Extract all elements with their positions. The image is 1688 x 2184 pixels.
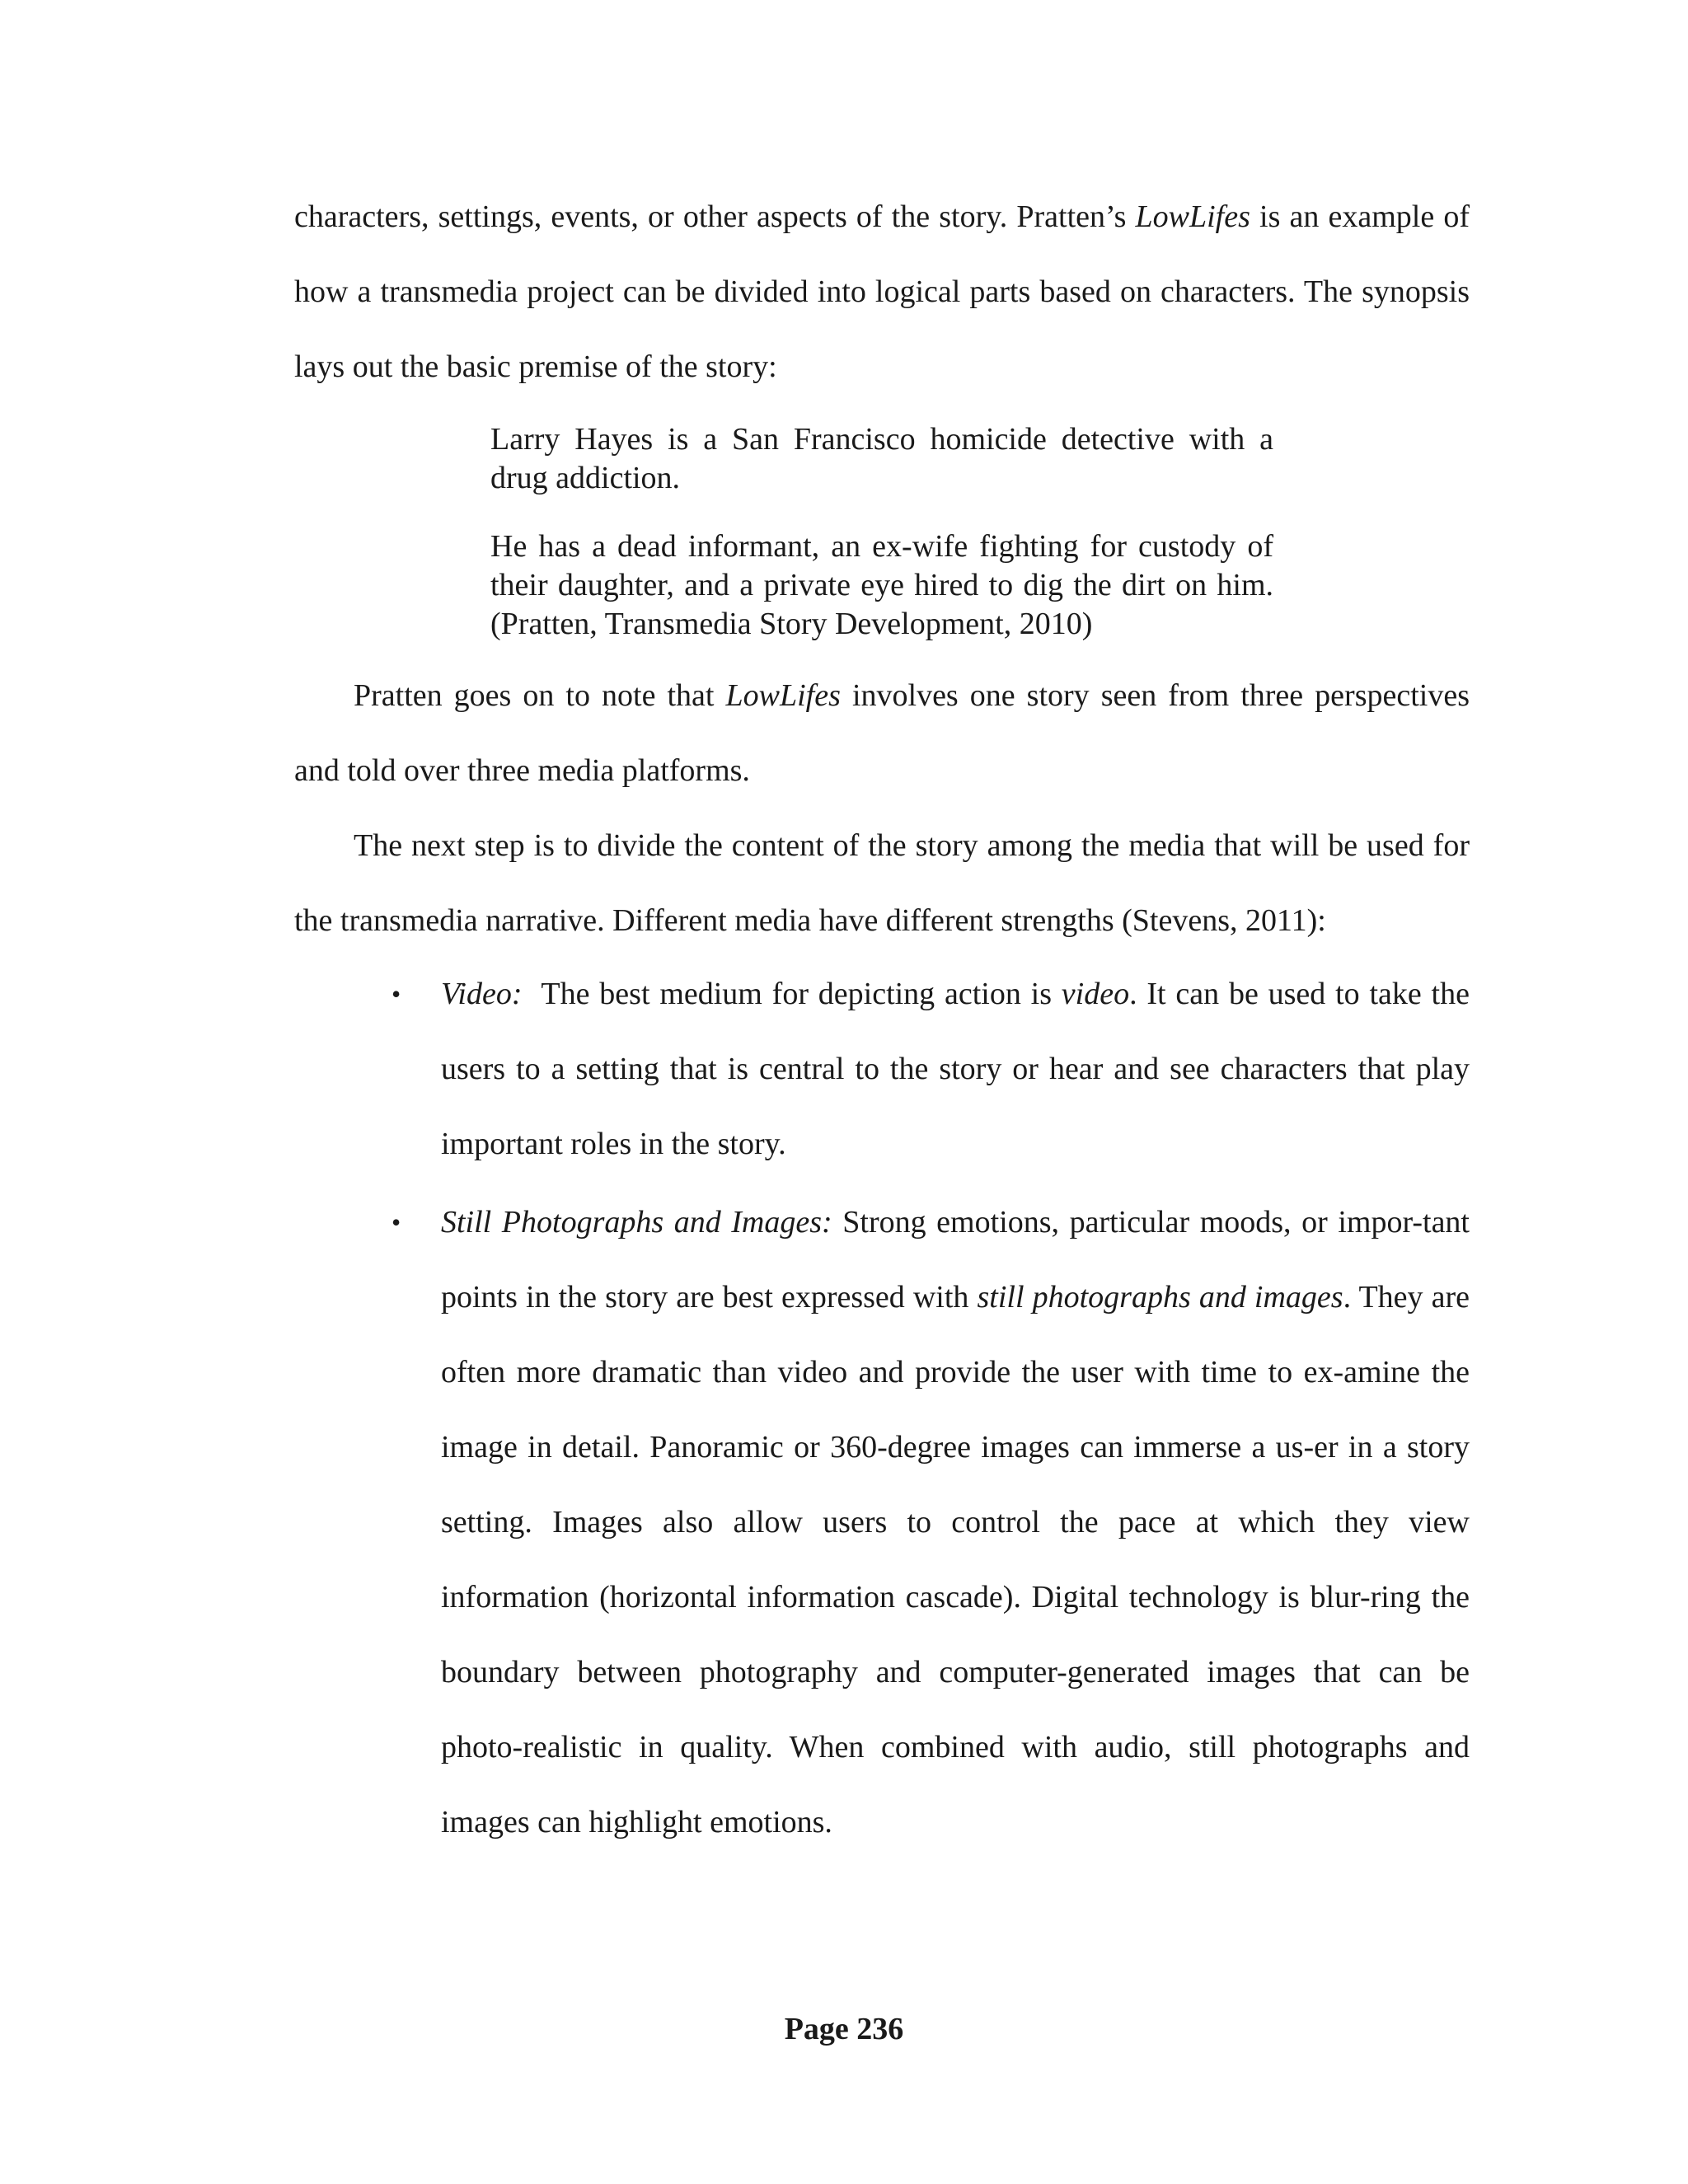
paragraph-text: involves one story seen from three perspectives and told over three media platforms.: [294, 678, 1470, 788]
paragraph-text: is an example of how a transmedia project can be divided into logical parts based on characters. The synopsis lays out the basic premise of the story:: [294, 199, 1470, 384]
body-paragraph: [294, 658, 1470, 808]
list-item-emphasis: still photographs and images: [977, 1280, 1343, 1315]
list-item: [294, 957, 1470, 1182]
body-paragraph: The next step is to divide the content of the story among the media that will be used for the transmedia narrative. Different media have different strengths (Stevens, 2011):: [294, 828, 1470, 938]
quote-paragraph: Larry Hayes is a San Francisco homicide detective with a drug addiction.: [490, 422, 1273, 495]
paragraph-text: characters, settings, events, or other aspects of the story. Pratten’s: [294, 199, 1136, 234]
list-item: [294, 1185, 1470, 1860]
list-item-text: Strong emotions, particular moods, or impor-tant points in the story are best expressed with: [441, 1205, 1470, 1315]
list-item-text: The best medium for depicting action is: [522, 977, 1062, 1011]
bullet-icon: [392, 1185, 401, 1260]
list-item-term: Still Photographs and Images:: [441, 1205, 832, 1240]
body-paragraph: [294, 180, 1470, 405]
bullet-icon: [392, 957, 401, 1032]
work-title: LowLifes: [725, 678, 841, 713]
list-item-term: Video:: [441, 977, 523, 1011]
list-item-emphasis: video: [1061, 977, 1130, 1011]
block-quote: [490, 420, 1273, 644]
work-title: LowLifes: [1135, 199, 1250, 234]
quote-paragraph: He has a dead informant, an ex-wife fighting for custody of their daughter, and a private eye hired to dig the dirt on him. (Pratten, Transmedia Story Development, 2010): [490, 529, 1273, 641]
list-item-text: . They are often more dramatic than video and provide the user with time to ex-amine the image in detail. Panoramic or 360-degree images can immerse a us-er in a story setting. Images also allow users to control the pace at which they view information (horizontal information cascade). Digital technology is blur-ring the boundary between photography and computer-generated images that can be photo-realistic in quality. When combined with audio, still photographs and images can highlight emotions.: [441, 1280, 1470, 1840]
page-number: Page 236: [784, 2012, 904, 2046]
bullet-list: [294, 957, 1470, 1860]
list-item-text: . It can be used to take the users to a setting that is central to the story or hear and see characters that play important roles in the story.: [441, 977, 1470, 1161]
paragraph-text: Pratten goes on to note that: [354, 678, 726, 713]
